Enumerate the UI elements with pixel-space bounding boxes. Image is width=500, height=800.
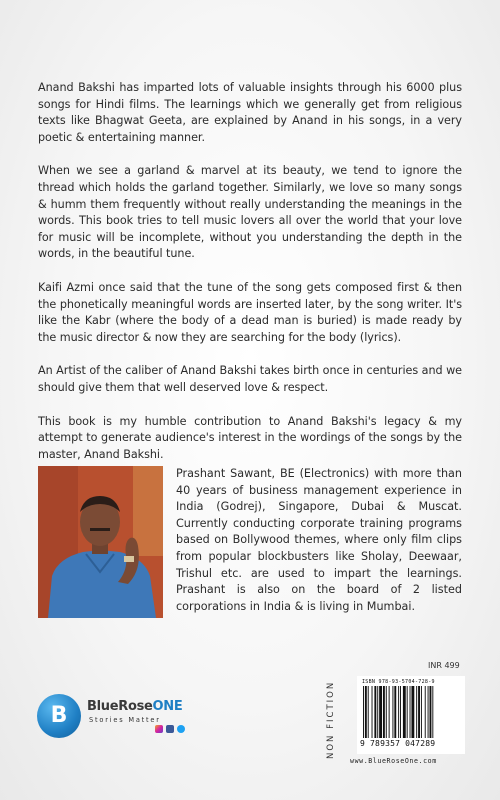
barcode-digits: 9 789357 047289	[360, 739, 436, 748]
barcode-bar	[407, 686, 408, 738]
book-blurb	[38, 80, 462, 480]
barcode-bar	[425, 686, 426, 738]
barcode-bar	[386, 686, 387, 738]
author-photo	[38, 466, 163, 618]
barcode-bar	[432, 686, 433, 738]
isbn-number: ISBN 978-93-5704-728-9	[362, 679, 435, 685]
barcode-bar	[418, 686, 420, 738]
blurb-paragraph: This book is my humble contribution to Anand Bakshi's legacy & my attempt to generate audience's interest in the wordings of the songs by the master, Anand Bakshi.	[38, 414, 462, 461]
instagram-icon	[155, 725, 163, 733]
blurb-paragraph: When we see a garland & marvel at its beauty, we tend to ignore the thread which holds the garland together. Similarly, we love so many songs & humm them frequently without really understanding the meanings in the words. This book tries to tell music lovers all over the world that your love for music will be incomplete, without you understanding the depth in the words, in the beautiful tune.	[38, 164, 462, 261]
price-label: INR 499	[428, 661, 460, 670]
barcode-bar	[365, 686, 367, 738]
barcode-bar	[383, 686, 385, 738]
barcode-bar	[363, 686, 364, 738]
barcode-bar	[411, 686, 414, 738]
barcode-bar	[372, 686, 373, 738]
logo-letter: B	[50, 703, 68, 728]
publisher-website: www.BlueRoseOne.com	[350, 757, 437, 765]
barcode-bar	[421, 686, 422, 738]
bluerose-logo-icon	[37, 694, 81, 738]
barcode-bar	[392, 686, 393, 738]
publisher-logo	[37, 694, 207, 742]
publisher-tagline: Stories Matter	[89, 716, 161, 724]
publisher-name-one: ONE	[152, 699, 183, 714]
social-icons	[155, 725, 185, 733]
barcode-bars	[363, 686, 459, 738]
barcode-bar	[374, 686, 376, 738]
genre-label: NON FICTION	[326, 680, 336, 760]
author-bio: Prashant Sawant, BE (Electronics) with more than 40 years of business management experience in India (Godrej), Singapore, Dubai & Muscat. Currently conducting corporate training programs based on Bollywood themes, where only film clips from popular blockbusters like Sholay, Deewaar, Trishul etc. are used to impart the learnings. Prashant is also on the board of 2 listed corporations in India & is living in Mumbai.	[176, 467, 462, 613]
barcode-bar	[379, 686, 382, 738]
barcode-bar	[403, 686, 406, 738]
barcode-bar	[430, 686, 432, 738]
barcode-bar	[398, 686, 399, 738]
facebook-icon	[166, 725, 174, 733]
barcode-bar	[394, 686, 396, 738]
barcode-bar	[377, 686, 378, 738]
barcode-bar	[410, 686, 411, 738]
barcode-bar	[400, 686, 401, 738]
publisher-name-main: BlueRose	[87, 699, 153, 714]
isbn-barcode	[357, 676, 465, 754]
barcode-bar	[416, 686, 417, 738]
barcode-bar	[368, 686, 369, 738]
blurb-paragraph: Anand Bakshi has imparted lots of valuable insights through his 6000 plus songs for Hindi films. The learnings which we generally get from religious texts like Bhagwat Geeta, are explained by Anand in his songs, in a very poetic & entertaining manner.	[38, 81, 462, 144]
blurb-paragraph: An Artist of the caliber of Anand Bakshi takes birth once in centuries and we should give them that well deserved love & respect.	[38, 364, 462, 394]
blurb-paragraph: Kaifi Azmi once said that the tune of the song gets composed first & then the phonetically meaningful words are inserted later, by the song writer. It's like the Kabr (where the body of a dead man is buried) is made ready by the music director & now they are searching for the body (lyrics).	[38, 280, 462, 344]
publisher-name	[87, 699, 182, 714]
twitter-icon	[177, 725, 185, 733]
barcode-bar	[389, 686, 390, 738]
barcode-bar	[428, 686, 429, 738]
